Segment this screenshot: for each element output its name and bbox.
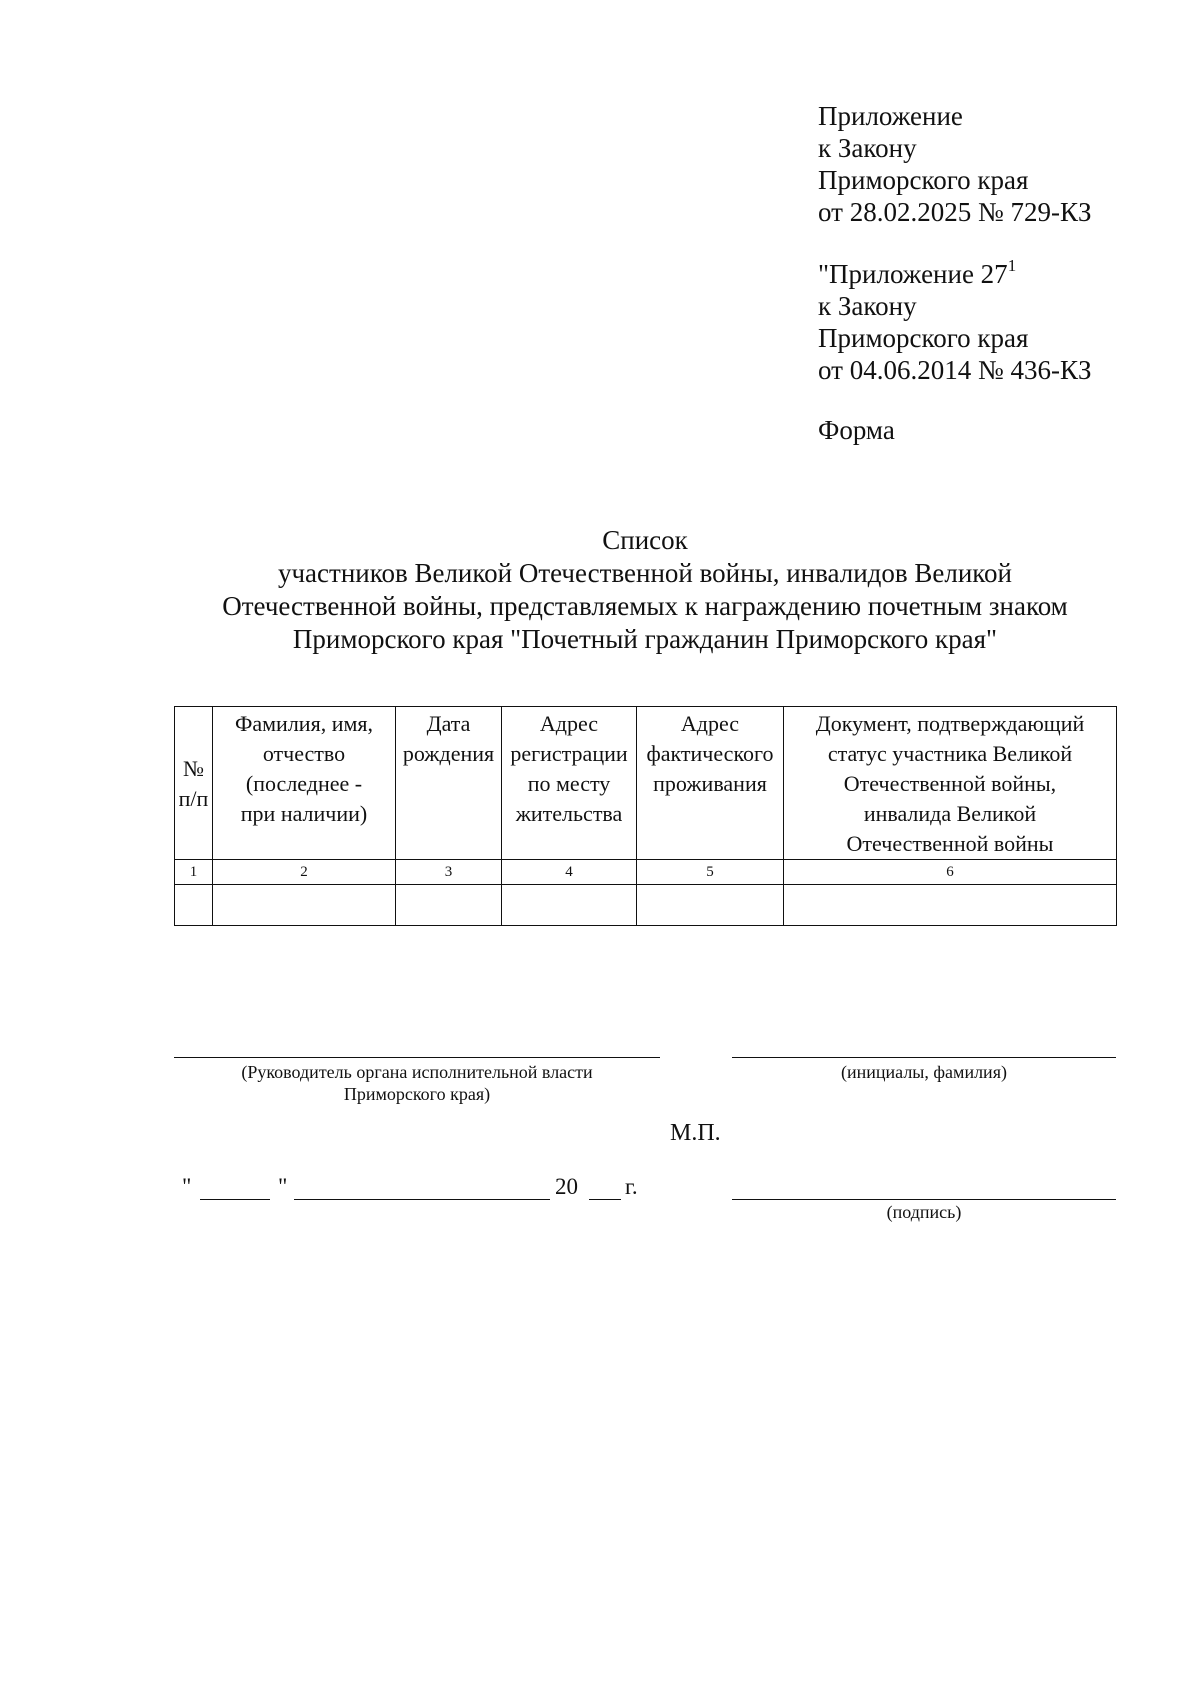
header-text: Фамилия, имя, [234,711,374,736]
initials-caption: (инициалы, фамилия) [841,1062,1007,1082]
header-text: при наличии) [240,801,368,826]
column-number-row [175,860,1117,885]
annex2-superscript: 1 [1007,256,1017,275]
title-line1: Список [602,525,688,555]
empty-cell-number[interactable] [175,885,213,926]
date-quote-open: " [182,1174,192,1199]
column-number-2: 2 [213,860,396,885]
table-header-row [175,707,1117,860]
column-number-6: 6 [784,860,1117,885]
column-number-1: 1 [175,860,213,885]
header-text: жительства [515,801,623,826]
header-block [818,100,1091,446]
header-text: проживания [653,771,767,796]
date-quote-close: " [278,1174,288,1199]
header-text: регистрации [510,741,628,766]
head-caption-line1: (Руководитель органа исполнительной власти [241,1062,593,1082]
header-text: статус участника Великой [827,741,1073,766]
date-year-prefix: 20 [555,1174,578,1199]
header-text: Адрес [539,711,599,736]
header-text: по месту [527,771,611,796]
annex1-line3: Приморского края [818,165,1029,195]
header-text: Отечественной войны [846,831,1054,856]
title-line2: участников Великой Отечественной войны, инвалидов Великой [277,558,1013,588]
empty-cell-full-name[interactable] [213,885,396,926]
date-year-blank[interactable] [589,1199,621,1200]
annex2-line2: к Закону [818,291,917,321]
header-text: № [183,756,204,781]
empty-cell-actual-address[interactable] [637,885,784,926]
header-text: Документ, подтверждающий [815,711,1085,736]
header-cell-full-name [213,707,396,860]
header-text: фактического [646,741,774,766]
empty-cell-status-document[interactable] [784,885,1117,926]
annex2-line4: от 04.06.2014 № 436-КЗ [818,355,1092,385]
signature-caption: (подпись) [886,1202,962,1222]
annex1-line2: к Закону [818,133,917,163]
header-text: инвалида Великой [863,801,1037,826]
annex1-line1: Приложение [818,101,963,131]
annex2-line1-wrap [818,258,1091,290]
header-cell-actual-address [637,707,784,860]
stamp-placeholder: М.П. [670,1120,721,1146]
header-cell-number [175,707,213,860]
header-cell-birth-date [396,707,502,860]
header-text: Дата [426,711,471,736]
header-text: Адрес [680,711,740,736]
document-title [150,524,1140,656]
participants-table [174,706,1117,926]
empty-cell-birth-date[interactable] [396,885,502,926]
annex2-line1: "Приложение 27 [818,259,1008,289]
table-row [175,885,1117,926]
header-text: (последнее - [245,771,363,796]
initials-line[interactable] [732,1057,1116,1058]
header-text: отчество [262,741,346,766]
header-text: рождения [402,741,495,766]
header-text: п/п [178,786,209,811]
title-line3: Отечественной войны, представляемых к награждению почетным знаком [222,591,1068,621]
head-caption-line2: Приморского края) [343,1084,491,1104]
column-number-5: 5 [637,860,784,885]
annex1-line4: от 28.02.2025 № 729-КЗ [818,197,1092,227]
title-line4: Приморского края "Почетный гражданин Приморского края" [292,624,998,654]
date-day-blank[interactable] [200,1199,270,1200]
form-label: Форма [818,415,895,445]
annex2-line3: Приморского края [818,323,1029,353]
column-number-3: 3 [396,860,502,885]
date-month-blank[interactable] [294,1199,550,1200]
date-year-suffix: г. [625,1174,638,1199]
column-number-4: 4 [502,860,637,885]
head-caption [174,1061,660,1105]
head-signature-line[interactable] [174,1057,660,1058]
empty-cell-registration-address[interactable] [502,885,637,926]
header-text: Отечественной войны, [843,771,1057,796]
signature-line[interactable] [732,1199,1116,1200]
header-cell-registration-address [502,707,637,860]
header-cell-status-document [784,707,1117,860]
